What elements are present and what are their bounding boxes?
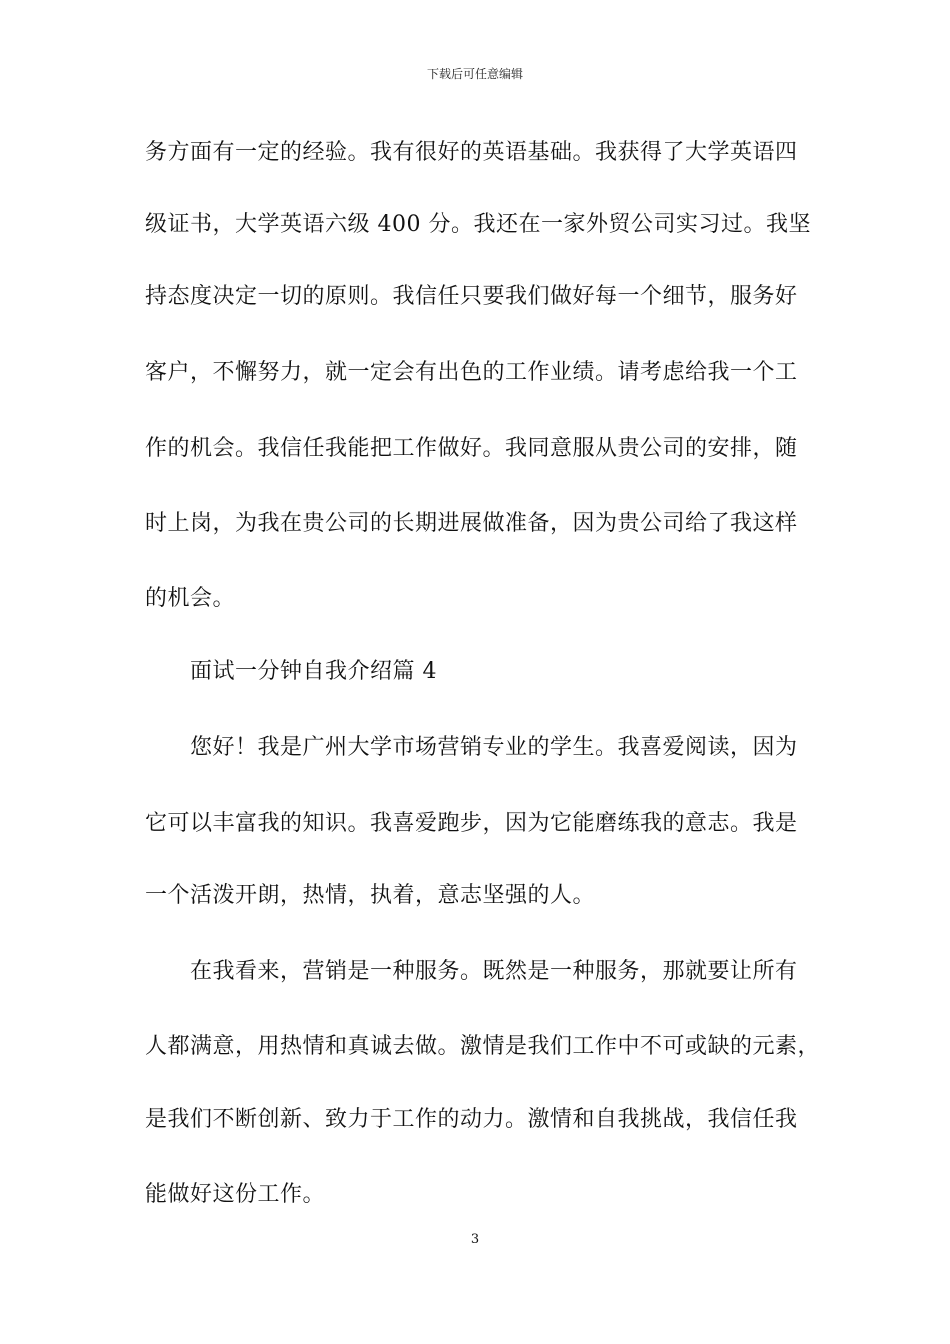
body-line-2: 级证书，大学英语六级 400 分。我还在一家外贸公司实习过。我坚 <box>145 212 811 237</box>
body-line-4: 客户，不懈努力，就一定会有出色的工作业绩。请考虑给我一个工 <box>145 360 798 385</box>
page-header: 下载后可任意编辑 <box>426 67 523 81</box>
body-line-6: 时上岗，为我在贵公司的长期进展做准备，因为贵公司给了我这样 <box>145 511 798 536</box>
body-line-7: 的机会。 <box>145 586 236 611</box>
page-number: 3 <box>470 1232 480 1247</box>
body-line-1: 务方面有一定的经验。我有很好的英语基础。我获得了大学英语四 <box>145 140 798 165</box>
body-line-10: 它可以丰富我的知识。我喜爱跑步，因为它能磨练我的意志。我是 <box>145 811 798 836</box>
body-line-12: 在我看来，营销是一种服务。既然是一种服务，那就要让所有 <box>190 959 798 984</box>
body-line-11: 一个活泼开朗，热情，执着，意志坚强的人。 <box>145 883 596 908</box>
body-line-9: 您好！我是广州大学市场营销专业的学生。我喜爱阅读，因为 <box>190 735 798 760</box>
section-heading: 面试一分钟自我介绍篇 4 <box>190 659 437 684</box>
body-line-14: 是我们不断创新、致力于工作的动力。激情和自我挑战，我信任我 <box>145 1107 798 1132</box>
body-line-5: 作的机会。我信任我能把工作做好。我同意服从贵公司的安排，随 <box>145 436 798 461</box>
body-line-3: 持态度决定一切的原则。我信任只要我们做好每一个细节，服务好 <box>145 284 798 309</box>
body-line-13: 人都满意，用热情和真诚去做。激情是我们工作中不可或缺的元素， <box>145 1034 821 1059</box>
body-line-15: 能做好这份工作。 <box>145 1182 326 1207</box>
